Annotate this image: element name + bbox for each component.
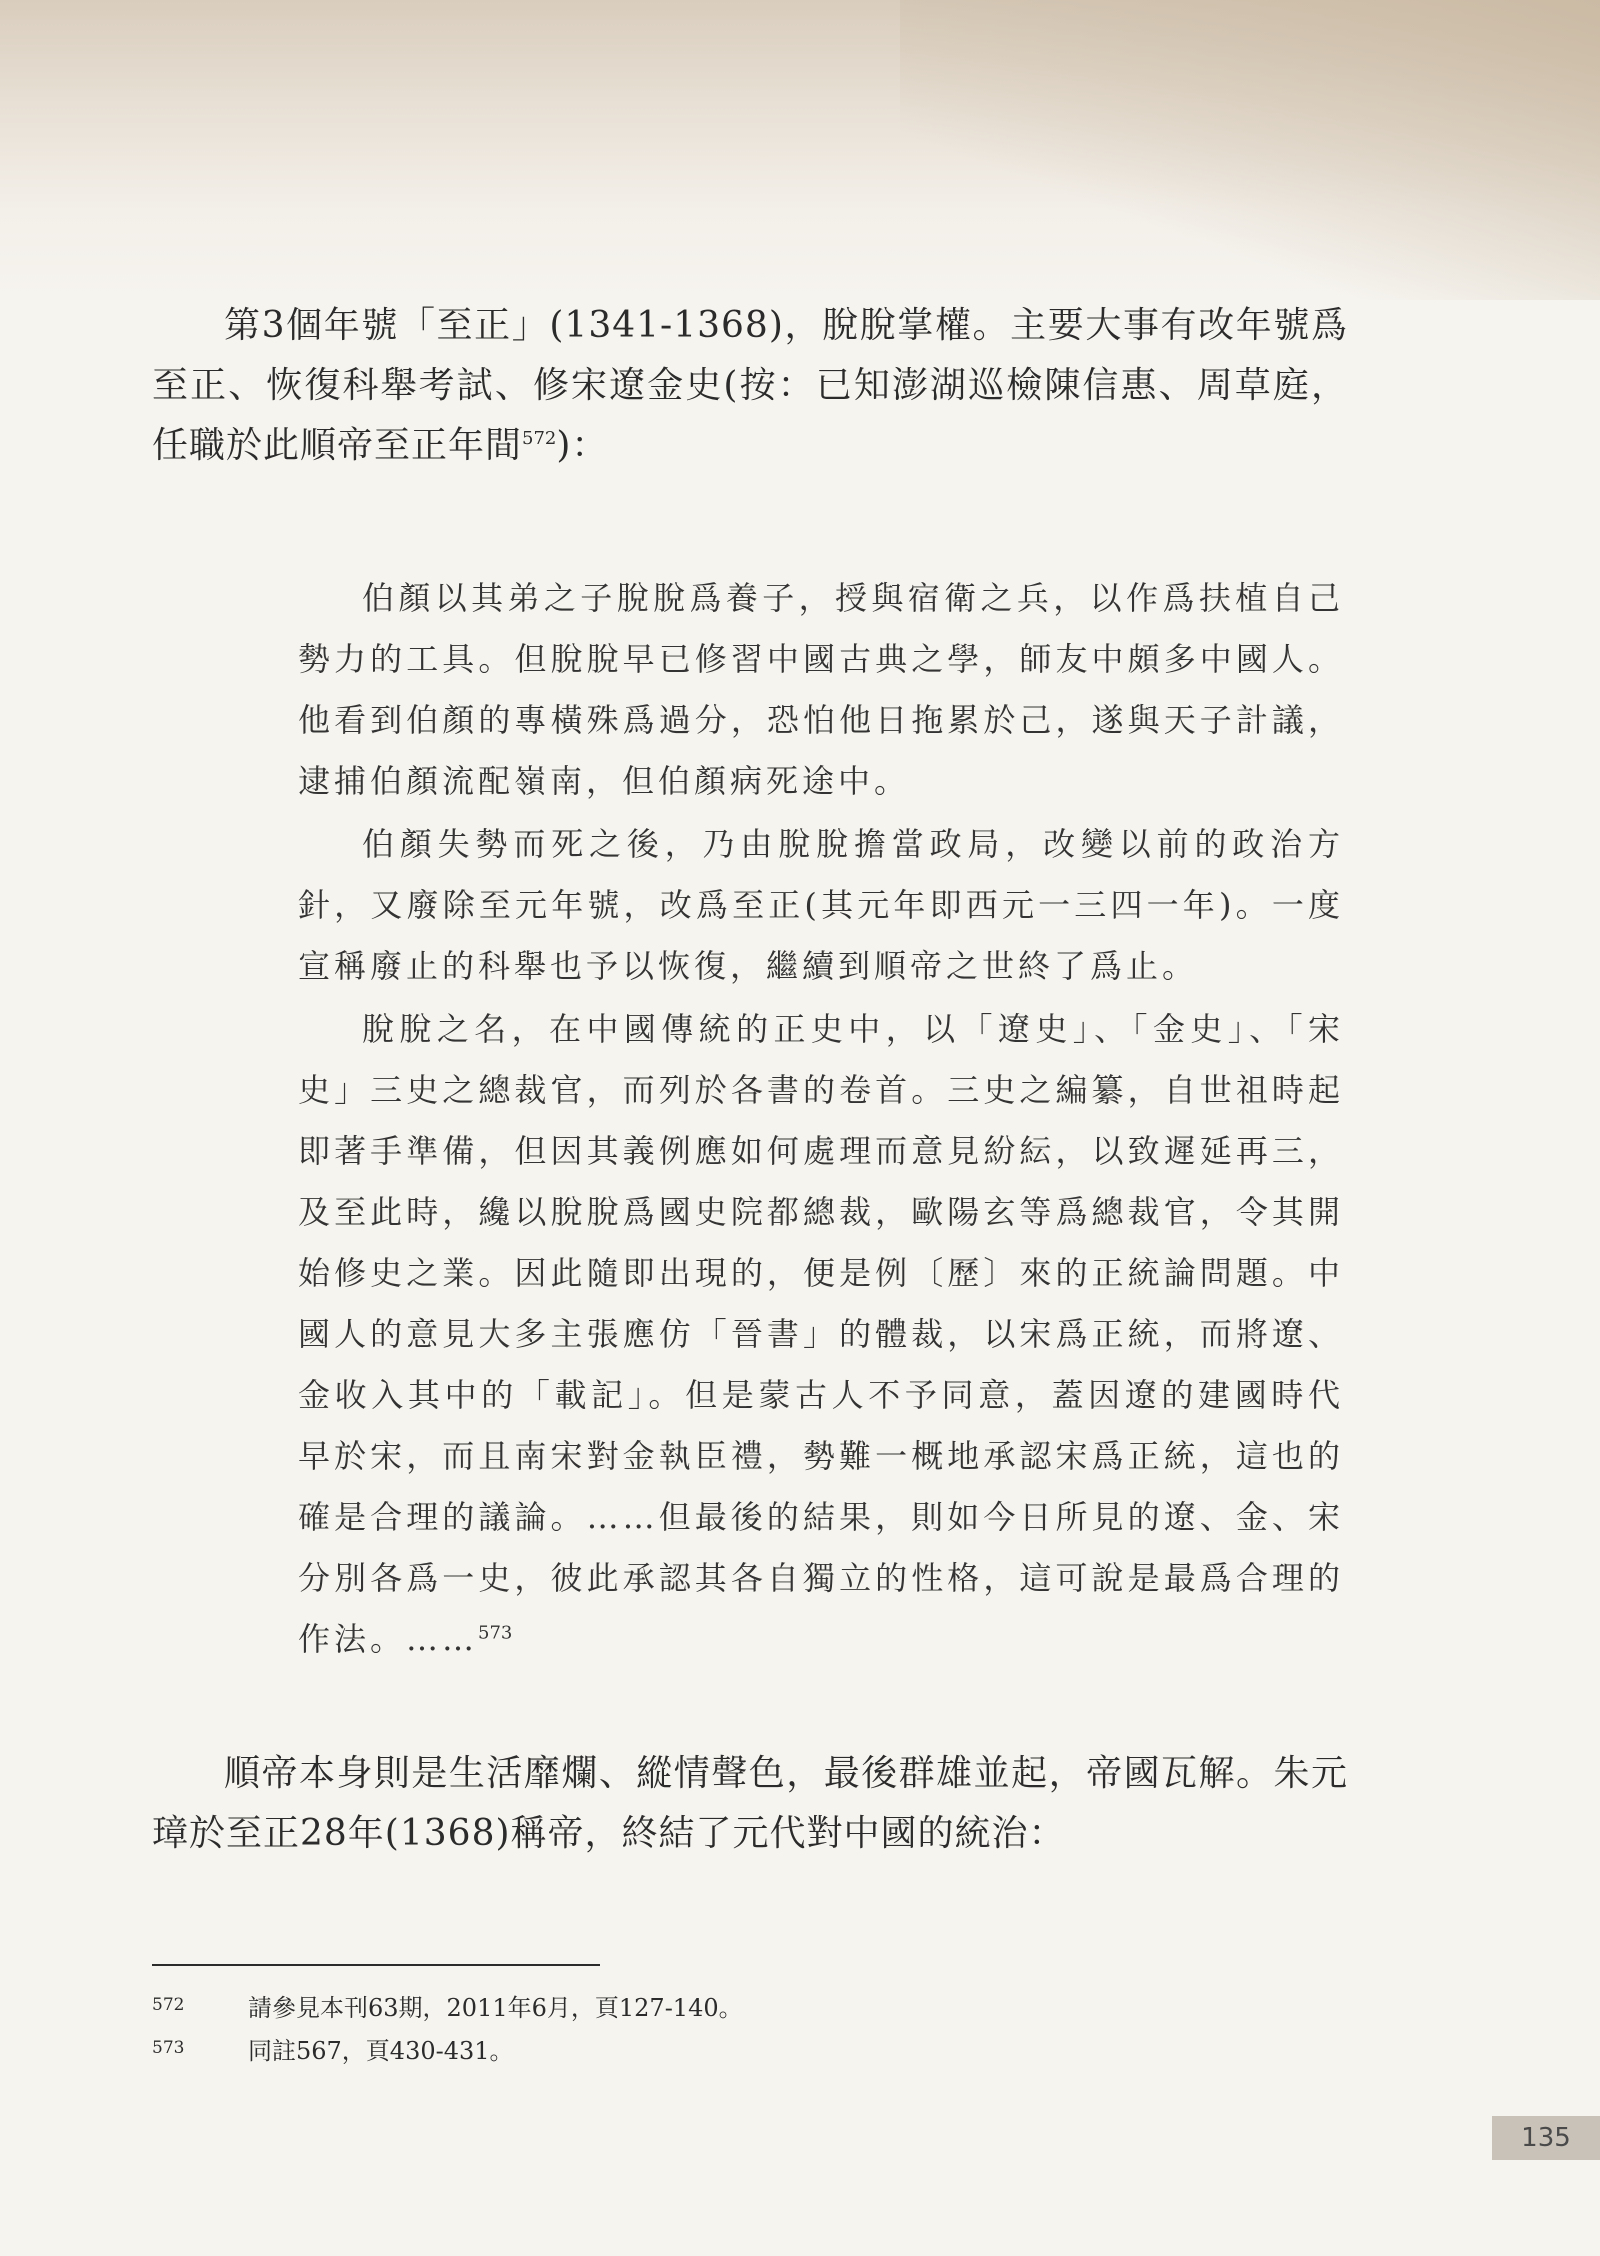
footnote-ref-573: 573 — [478, 1622, 513, 1644]
quote-paragraph-3-text: 脫脫之名，在中國傳統的正史中，以「遼史」、「金史」、「宋史」三史之總裁官，而列於各書的卷首。三史之編纂，自世祖時起即著手準備，但因其義例應如何處理而意見紛紜，以致遲延再三，及至此時，纔以脫脫爲國史院都總裁，歐陽玄等爲總裁官，令其開始修史之業。因此隨即出現的，便是例〔歷〕來的正統論問題。中國人的意見大多主張應仿「晉書」的體裁，以宋爲正統，而將遼、金收入其中的「載記」。但是蒙古人不予同意，蓋因遼的建國時代早於宋，而且南宋對金執臣禮，勢難一概地承認宋爲正統，這也的確是合理的議論。……但最後的結果，則如今日所見的遼、金、宋分別各爲一史，彼此承認其各自獨立的性格，這可說是最爲合理的作法。…… — [298, 1010, 1344, 1658]
footnote-text: 同註567，頁430-431。 — [248, 2037, 514, 2065]
footnotes — [152, 1988, 1052, 2074]
body-paragraph-2 — [152, 1744, 1348, 1864]
quote-paragraph-3 — [298, 999, 1344, 1670]
footnote-text: 請參見本刊63期，2011年6月，頁127-140。 — [248, 1994, 743, 2022]
quote-paragraph-1: 伯顏以其弟之子脫脫爲養子，授與宿衛之兵，以作爲扶植自己勢力的工具。但脫脫早已修習中國古典之學，師友中頗多中國人。他看到伯顏的專橫殊爲過分，恐怕他日拖累於己，遂與天子計議，逮捕伯顏流配嶺南，但伯顏病死途中。 — [298, 579, 1344, 800]
footnote-number: 572 — [152, 1995, 185, 2015]
page-header-shading — [0, 0, 1600, 300]
paragraph-2-text: 順帝本身則是生活靡爛、縱情聲色，最後群雄並起，帝國瓦解。朱元璋於至正28年(1368)稱帝，終結了元代對中國的統治： — [152, 1753, 1348, 1854]
footnote-572 — [152, 1988, 1052, 2031]
footnote-ref-572: 572 — [522, 428, 557, 449]
block-quote — [298, 568, 1344, 1672]
paragraph-1-end: )： — [556, 425, 609, 466]
page-number: 135 — [1492, 2116, 1600, 2160]
footnote-divider — [152, 1964, 600, 1966]
footnote-number: 573 — [152, 2038, 185, 2058]
paragraph-text — [152, 296, 1348, 476]
footnote-573 — [152, 2031, 1052, 2074]
paragraph-1-text: 第3個年號「至正」(1341-1368)，脫脫掌權。主要大事有改年號爲至正、恢復科舉考試、修宋遼金史(按：已知澎湖巡檢陳信惠、周草庭，任職於此順帝至正年間 — [152, 305, 1348, 466]
quote-paragraph-2: 伯顏失勢而死之後，乃由脫脫擔當政局，改變以前的政治方針，又廢除至元年號，改爲至正(其元年即西元一三四一年)。一度宣稱廢止的科舉也予以恢復，繼續到順帝之世終了爲止。 — [298, 825, 1344, 985]
body-paragraph-1 — [152, 296, 1348, 476]
